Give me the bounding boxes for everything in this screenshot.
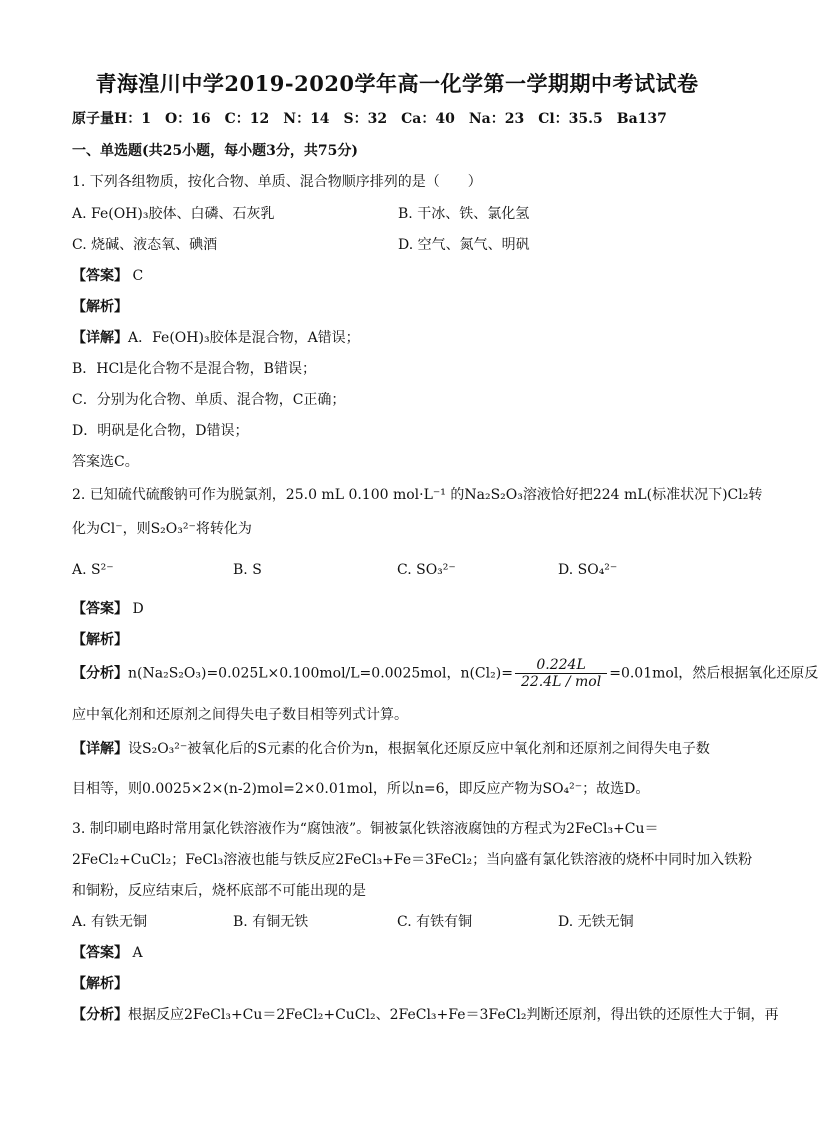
q3-answer [72,942,143,962]
q3-stem-line1: 3. 制印刷电路时常用氯化铁溶液作为“腐蚀液”。铜被氯化铁溶液腐蚀的方程式为2FeCl₃+Cu＝ [72,821,659,837]
q1-option-a: A. Fe(OH)₃胶体、白磷、石灰乳 [72,206,275,222]
q2-fenxi-line2: 应中氧化剂和还原剂之间得失电子数目相等列式计算。 [72,707,408,723]
atomic-masses: 原子量H：1 O：16 C：12 N：14 S：32 Ca：40 Na：23 Cl：35.5 Ba137 [72,111,667,127]
detail-text: 设S₂O₃²⁻被氧化后的S元素的化合价为n，根据氧化还原反应中氧化剂和还原剂之间得失电子数 [128,741,710,757]
answer-tag: 【答案】 [72,601,128,617]
answer-tag: 【答案】 [72,945,128,961]
q3-option-c: C. 有铁有铜 [397,914,473,930]
q1-answer [72,265,143,285]
section-heading: 一、单选题(共25小题，每小题3分，共75分) [72,143,358,159]
answer-value: D [132,601,144,617]
q2-stem-line2: 化为Cl⁻，则S₂O₃²⁻将转化为 [72,521,252,537]
fenxi-tag: 【分析】 [72,665,128,682]
q3-option-d: D. 无铁无铜 [558,914,634,930]
detail-tag: 【详解】 [72,741,128,757]
q2-option-a: A. S²⁻ [72,562,114,578]
detail-tag: 【详解】 [72,330,128,346]
q2-detail-line1 [72,738,710,758]
q1-option-b: B. 干冰、铁、氯化氢 [398,206,530,222]
q1-conclusion: 答案选C。 [72,454,139,470]
fenxi-text-b: =0.01mol，然后根据氧化还原反 [609,665,818,682]
fenxi-tag: 【分析】 [72,1007,128,1023]
q1-detail-2: B．HCl是化合物不是混合物，B错误； [72,361,316,377]
q2-option-c: C. SO₃²⁻ [397,562,456,578]
q3-option-b: B. 有铜无铁 [233,914,309,930]
answer-value: C [132,268,144,284]
fraction-formula [515,657,607,690]
detail-text: A．Fe(OH)₃胶体是混合物，A错误； [128,330,360,346]
fraction-numerator: 0.224L [536,657,586,673]
answer-value: A [132,945,143,961]
q1-detail-4: D．明矾是化合物，D错误； [72,423,249,439]
q1-analysis-tag: 【解析】 [72,299,128,315]
q2-option-d: D. SO₄²⁻ [558,562,618,578]
fraction-denominator: 22.4L / mol [515,673,607,690]
q3-fenxi-line1 [72,1004,778,1024]
q2-stem-line1: 2. 已知硫代硫酸钠可作为脱氯剂，25.0 mL 0.100 mol·L⁻¹ 的Na₂S₂O₃溶液恰好把224 mL(标准状况下)Cl₂转 [72,487,763,503]
q2-option-b: B. S [233,562,262,578]
q1-option-d: D. 空气、氮气、明矾 [398,237,530,253]
q2-detail-line2: 目相等，则0.0025×2×(n-2)mol=2×0.01mol，所以n=6，即反应产物为SO₄²⁻；故选D。 [72,781,650,797]
answer-tag: 【答案】 [72,268,128,284]
q1-stem: 1. 下列各组物质，按化合物、单质、混合物顺序排列的是（ ） [72,174,482,190]
q1-option-c: C. 烧碱、液态氧、碘酒 [72,237,218,253]
q1-detail-1 [72,327,360,347]
q3-option-a: A. 有铁无铜 [72,914,148,930]
q3-analysis-tag: 【解析】 [72,976,128,992]
q2-answer [72,598,144,618]
q2-analysis-tag: 【解析】 [72,632,128,648]
fenxi-text: 根据反应2FeCl₃+Cu＝2FeCl₂+CuCl₂、2FeCl₃+Fe＝3FeCl₂判断还原剂，得出铁的还原性大于铜，再 [128,1007,779,1023]
q1-detail-3: C．分别为化合物、单质、混合物，C正确； [72,392,346,408]
fenxi-text-a: n(Na₂S₂O₃)=0.025L×0.100mol/L=0.0025mol，n(Cl₂)= [128,665,513,682]
page-title: 青海湟川中学2019-2020学年高一化学第一学期期中考试试卷 [95,71,699,96]
q3-stem-line2: 2FeCl₂+CuCl₂；FeCl₃溶液也能与铁反应2FeCl₃+Fe＝3FeCl₂；当向盛有氯化铁溶液的烧杯中同时加入铁粉 [72,852,753,868]
q2-fenxi-line1 [72,657,818,690]
q3-stem-line3: 和铜粉，反应结束后，烧杯底部不可能出现的是 [72,883,366,899]
